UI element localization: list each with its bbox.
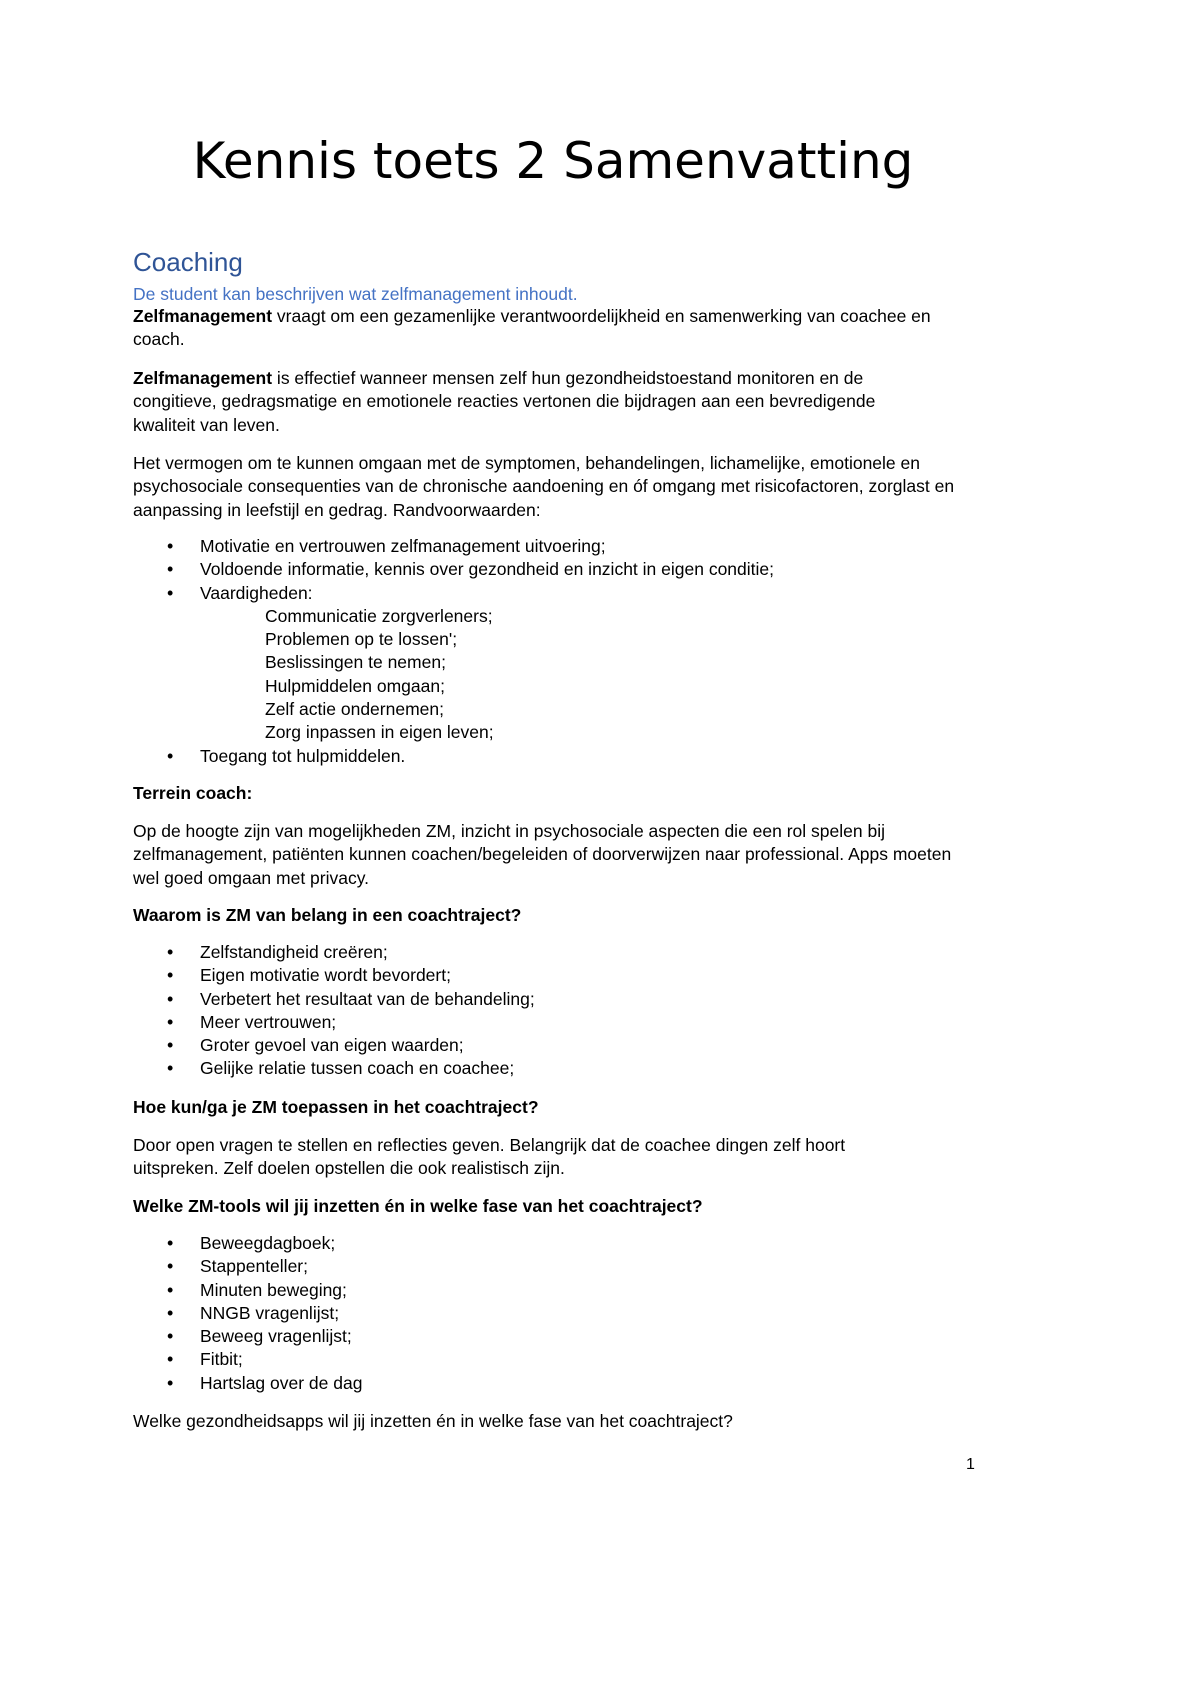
list-item: • Fitbit; — [133, 1348, 983, 1371]
list-item: • Meer vertrouwen; — [133, 1011, 983, 1034]
list-item: • Vaardigheden: — [133, 582, 983, 605]
sub-list-item: Problemen op te lossen'; — [265, 629, 458, 650]
bold-term: Zelfmanagement — [133, 368, 273, 388]
paragraph-apps: Welke gezondheidsapps wil jij inzetten én in welke fase van het coachtraject? — [133, 1411, 733, 1431]
list-item: • Stappenteller; — [133, 1255, 983, 1278]
paragraph-terrein: Op de hoogte zijn van mogelijkheden ZM, inzicht in psychosociale aspecten die een rol spelen bij zelfmanagement, patiënten kunnen coachen/begeleiden of doorverwijzen naar professional. Apps moeten wel goed omgaan met privacy. — [133, 821, 952, 888]
list-item: • Minuten beweging; — [133, 1279, 983, 1302]
paragraph-2 — [133, 367, 933, 437]
heading-welke — [133, 1195, 983, 1218]
list-item: • NNGB vragenlijst; — [133, 1302, 983, 1325]
list-item: • Motivatie en vertrouwen zelfmanagement uitvoering; — [133, 535, 983, 558]
paragraph-text: is effectief wanneer mensen zelf hun gezondheidstoestand monitoren en de congitieve, gedragsmatige en emotionele reacties vertonen die bijdragen aan een bevredigende kwaliteit van leven. — [133, 368, 876, 435]
sub-list-item: Zorg inpassen in eigen leven; — [265, 722, 494, 743]
section-heading: Coaching — [133, 247, 243, 277]
list-item: • Voldoende informatie, kennis over gezondheid en inzicht in eigen conditie; — [133, 558, 983, 581]
heading-text: Terrein coach: — [133, 783, 253, 803]
heading-text: Waarom is ZM van belang in een coachtraject? — [133, 905, 522, 925]
randvoorwaarden-list — [133, 535, 983, 768]
sub-list-item: Hulpmiddelen omgaan; — [265, 675, 445, 696]
heading-text: Hoe kun/ga je ZM toepassen in het coachtraject? — [133, 1097, 539, 1117]
tools-list — [133, 1232, 983, 1395]
paragraph-3: Het vermogen om te kunnen omgaan met de symptomen, behandelingen, lichamelijke, emotionele en psychosociale consequenties van de chronische aandoening en óf omgang met risicofactoren, zorglast en aanpassing in leefstijl en gedrag. Randvoorwaarden: — [133, 453, 955, 520]
heading-waarom — [133, 904, 983, 927]
document-title: Kennis toets 2 Samenvatting — [192, 132, 914, 190]
list-item: • Zelfstandigheid creëren; — [133, 941, 983, 964]
waarom-list — [133, 941, 983, 1081]
heading-hoe — [133, 1096, 983, 1119]
learning-goal: De student kan beschrijven wat zelfmanagement inhoudt. — [133, 284, 578, 304]
paragraph-hoe: Door open vragen te stellen en reflecties geven. Belangrijk dat de coachee dingen zelf hoort uitspreken. Zelf doelen opstellen die ook realistisch zijn. — [133, 1135, 846, 1179]
heading-text: Welke ZM-tools wil jij inzetten én in welke fase van het coachtraject? — [133, 1196, 703, 1216]
sub-list-item: Zelf actie ondernemen; — [265, 699, 444, 720]
list-item: • Beweeg vragenlijst; — [133, 1325, 983, 1348]
list-item: • Groter gevoel van eigen waarden; — [133, 1034, 983, 1057]
sub-list-item: Beslissingen te nemen; — [265, 652, 446, 673]
list-item: • Beweegdagboek; — [133, 1232, 983, 1255]
list-item: • Verbetert het resultaat van de behandeling; — [133, 988, 983, 1011]
list-item: • Gelijke relatie tussen coach en coachee; — [133, 1057, 983, 1080]
page-number: 1 — [966, 1456, 975, 1473]
list-item: • Eigen motivatie wordt bevordert; — [133, 964, 983, 987]
paragraph-text: vraagt om een gezamenlijke verantwoordelijkheid en samenwerking van coachee en coach. — [133, 306, 931, 350]
list-item: • Hartslag over de dag — [133, 1372, 983, 1395]
list-item: • Toegang tot hulpmiddelen. — [133, 745, 983, 768]
sub-list-item: Communicatie zorgverleners; — [265, 605, 493, 626]
paragraph-1 — [133, 305, 963, 352]
bold-term: Zelfmanagement — [133, 306, 273, 326]
heading-terrein — [133, 782, 983, 805]
